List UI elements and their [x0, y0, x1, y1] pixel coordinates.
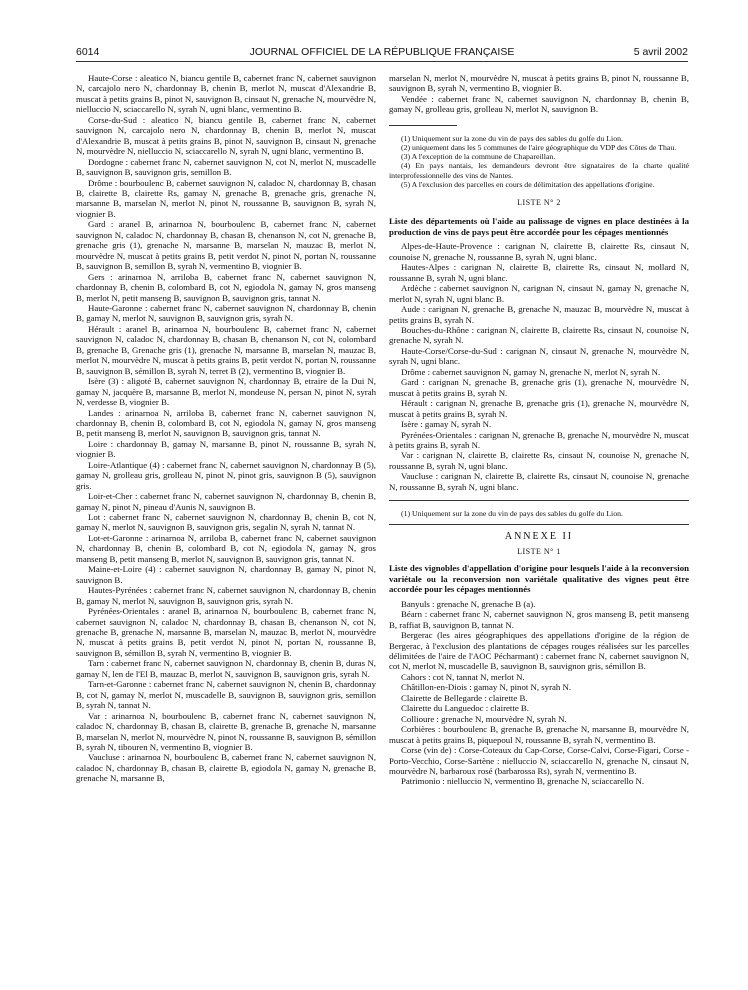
footnote: (1) Uniquement sur la zone du vin de pays des sables du golfe du Lion.	[401, 133, 623, 143]
appellation-entry: Corse (vin de) : Corse-Coteaux du Cap-Corse, Corse-Calvi, Corse-Figari, Corse - Porto-Vecchio, Corse-Sartène : nielluccio N, sciaccarello N, grenache N, cinsaut N, mourvèdre N, barbaroux rosé (barbarossa Rs), syrah N, vermentino B.	[389, 745, 689, 776]
department-entry: Vendée : cabernet franc N, cabernet sauvignon N, chardonnay B, chenin B, gamay N, grolleau gris, grolleau N, merlot N, sauvignon B.	[389, 93, 689, 115]
department-entry: Vaucluse : arinarnoa N, bourboulenc B, cabernet franc N, cabernet sauvignon N, caladoc N, chardonnay B, chasan B, clairette B, egiodola N, gamay N, grenache B, grenache N, marsanne B,	[76, 752, 376, 784]
journal-title: JOURNAL OFFICIEL DE LA RÉPUBLIQUE FRANÇAISE	[249, 46, 515, 58]
right-column	[389, 73, 689, 787]
appellation-entry: Patrimonio : nielluccio N, vermentino B, grenache N, sciaccarello N.	[401, 776, 645, 787]
department-entry: Lot-et-Garonne : arinarnoa N, arriloba B, cabernet franc N, cabernet sauvignon N, chardonnay B, chenin B, colombard B, cot N, egiodola N, gamay N, gros manseng B, petit manseng B, merlot N, sauvignon B, sauvignon gris, tannat N.	[76, 532, 376, 564]
department-entry: Landes : arinarnoa N, arriloba B, cabernet franc N, cabernet sauvignon N, chardonnay B, chenin B, colombard B, cot N, egiodola N, gamay N, gros manseng B, petit manseng B, merlot N, sauvignon B, sauvignon gris, tannat N.	[76, 407, 376, 439]
department-entry: Drôme : cabernet sauvignon N, gamay N, grenache N, merlot N, syrah N.	[401, 366, 661, 377]
department-entry: Gard : aranel B, arinarnoa N, bourboulenc B, cabernet franc N, cabernet sauvignon N, caladoc N, chardonnay B, chasan B, chenanson N, cot N, grenache B, grenache gris (1), grenache N, marsanne B, marselan N, mauzac B, merlot N, mourvèdre N, muscat à petits grains B, petit verdot N, pinot N, portan N, roussanne B, sauvignon B, semillon B, syrah N, vermentino B, viognier B.	[76, 219, 376, 272]
appellation-entry: Béarn : cabernet franc N, cabernet sauvignon N, gros manseng B, petit manseng B, raffiat B, sauvignon B, tannat N.	[389, 609, 689, 630]
department-entry: Corse-du-Sud : aleatico N, biancu gentile B, cabernet franc N, cabernet sauvignon N, carcajolo nero N, chardonnay B, chenin B, merlot N, muscat d'Alexandrie B, muscat à petits grains B, pinot N, sauvignon B, cinsaut N, grenache N, mourvèdre N, nielluccio N, sciaccarello N, syrah N, ugni blanc, vermentino B.	[76, 114, 376, 157]
department-entry: Alpes-de-Haute-Provence : carignan N, clairette B, clairette Rs, cinsaut N, counoise N, grenache N, roussanne B, syrah N, ugni blanc.	[389, 241, 689, 262]
department-entry: Vaucluse : carignan N, clairette B, clairette Rs, cinsaut N, counoise N, grenache N, roussanne B, syrah N, ugni blanc.	[389, 471, 689, 492]
left-column	[76, 73, 376, 784]
department-entry: Loir-et-Cher : cabernet franc N, cabernet sauvignon N, chardonnay B, chenin B, gamay N, pinot N, pineau d'Aunis N, sauvignon B.	[76, 491, 376, 512]
department-entry: Hautes-Pyrénées : cabernet franc N, cabernet sauvignon N, chardonnay B, chenin B, gamay N, merlot N, sauvignon B, sauvignon gris, syrah N.	[76, 585, 376, 606]
appellation-entry: Châtillon-en-Diois : gamay N, pinot N, syrah N.	[401, 682, 572, 693]
department-entry: Loire-Atlantique (4) : cabernet franc N, cabernet sauvignon N, chardonnay B (5), gamay N, grolleau gris, grolleau N, pinot N, pinot gris, sauvignon B (5), sauvignon gris.	[76, 459, 376, 491]
department-entry: Aude : carignan N, grenache B, grenache N, mauzac B, mourvèdre N, muscat à petits grains B, syrah N.	[389, 304, 689, 325]
footnote: (2) uniquement dans les 5 communes de l'aire géographique du VDP des Côtes de Thau.	[401, 143, 677, 153]
department-entry: Haute-Corse : aleatico N, biancu gentile B, cabernet franc N, cabernet sauvignon N, carcajolo nero N, chardonnay B, chenin B, merlot N, muscat d'Alexandrie B, muscat à petits grains B, pinot N, sauvignon B, cinsaut N, grenache N, mourvèdre N, nielluccio N, sciaccarello N, syrah N, ugni blanc, vermentino B.	[76, 73, 376, 115]
appellation-entry: Collioure : grenache N, mourvèdre N, syrah N.	[401, 713, 567, 724]
liste-1-label: LISTE N° 1	[517, 546, 561, 556]
department-entry: Pyrénées-Orientales : carignan N, grenache B, grenache N, mourvèdre N, muscat à petits grains B, syrah N.	[389, 429, 689, 450]
department-entry: Haute-Corse/Corse-du-Sud : carignan N, cinsaut N, grenache N, mourvèdre N, syrah N, ugni blanc.	[389, 345, 689, 367]
liste-1-heading: Liste des vignobles d'appellation d'origine pour lesquels l'aide à la reconversion variétale ou la reconversion non variétale qualitative des vignes peut être accordée pour les cépages mentionnés	[389, 563, 689, 595]
department-entry: Isère (3) : aligoté B, cabernet sauvignon N, chardonnay B, etraire de la Dui N, gamay N, jacquère B, marsanne B, merlot N, mondeuse N, persan N, pinot N, syrah N, verdesse B, viognier B.	[76, 376, 376, 408]
department-entry: Drôme : bourboulenc B, cabernet sauvignon N, caladoc N, chardonnay B, chasan B, clairette B, clairette Rs, gamay N, grenache B, grenache gris, grenache N, marsanne B, marselan N, merlot N, pinot N, roussanne B, sauvignon B, syrah N, viognier B.	[76, 177, 376, 219]
publication-date: 5 avril 2002	[633, 46, 688, 58]
department-entry: Gard : carignan N, grenache B, grenache gris (1), grenache N, mourvèdre N, muscat à petits grains B, syrah N.	[389, 377, 689, 398]
footnote-separator	[389, 125, 457, 126]
department-entry: Bouches-du-Rhône : carignan N, clairette B, clairette Rs, cinsaut N, counoise N, grenache N, syrah N.	[389, 325, 689, 346]
department-entry: Loire : chardonnay B, gamay N, marsanne B, pinot N, roussanne B, syrah N, viognier B.	[76, 438, 376, 460]
footnote: (1) Uniquement sur la zone du vin de pays des sables du golfe du Lion.	[401, 509, 623, 519]
appellation-entry: Cahors : cot N, tannat N, merlot N.	[401, 671, 525, 682]
appellation-entry: Banyuls : grenache N, grenache B (a).	[401, 598, 536, 609]
page-header	[76, 46, 688, 60]
department-entry: Lot : cabernet franc N, cabernet sauvignon N, chardonnay B, chenin B, cot N, gamay N, merlot N, sauvignon B, sauvignon gris, segalin N, syrah N, tannat N.	[76, 512, 376, 533]
section-separator	[389, 500, 689, 501]
continuation-entry: marselan N, merlot N, mourvèdre N, muscat à petits grains B, pinot N, roussanne B, sauvignon B, syrah N, vermentino B, viognier B.	[389, 73, 689, 94]
department-entry: Var : carignan N, clairette B, clairette Rs, cinsaut N, counoise N, grenache N, roussanne B, syrah N, ugni blanc.	[389, 450, 689, 471]
department-entry: Isère : gamay N, syrah N.	[401, 419, 492, 430]
liste-2-label: LISTE N° 2	[517, 198, 561, 208]
footnote: (3) A l'exception de la commune de Chapareillan.	[401, 152, 556, 162]
liste-2-heading: Liste des départements où l'aide au palissage de vignes en place destinées à la production de vins de pays peut être accordée pour les cépages mentionnés	[389, 216, 689, 237]
footnote: (4) En pays nantais, les demandeurs devront être signataires de la charte qualité interprofessionnelle des vins de Nantes.	[389, 161, 689, 180]
department-entry: Var : arinarnoa N, bourboulenc B, cabernet franc N, cabernet sauvignon N, caladoc N, chardonnay B, chasan B, clairette B, grenache B, grenache N, marsanne B, marselan N, merlot N, mourvèdre N, pinot N, roussanne B, sauvignon B, sémillon B, syrah N, tibouren N, vermentino B, viognier B.	[76, 710, 376, 752]
department-entry: Tarn-et-Garonne : cabernet franc N, cabernet sauvignon N, chenin B, chardonnay B, cot N, gamay N, merlot N, muscadelle B, sauvignon B, sauvignon gris, semillon B, syrah N, tannat N.	[76, 679, 376, 711]
appellation-entry: Corbières : bourboulenc B, grenache B, grenache N, marsanne B, mourvèdre N, muscat à petits grains B, piquepoul N, roussanne B, syrah N, vermentino B.	[389, 724, 689, 745]
section-separator	[389, 524, 689, 525]
department-entry: Gers : arinarnoa N, arriloba B, cabernet franc N, cabernet sauvignon N, chardonnay B, chenin B, colombard B, cot N, egiodola N, gamay N, gros manseng B, merlot N, petit manseng B, sauvignon B, sauvignon gris, tannat N.	[76, 271, 376, 303]
annexe-title: ANNEXE II	[504, 531, 574, 543]
department-entry: Hérault : aranel B, arinarnoa N, bourboulenc B, cabernet franc N, cabernet sauvignon N, caladoc N, chardonnay B, chasan B, chenanson N, cot N, colombard B, grenache B, Grenache gris (1), grenache N, marsanne B, marselan N, mauzac B, merlot N, mourvèdre N, muscat à petits grains B, petit verdot N, portan N, roussanne B, sauvignon B, sémillon B, syrah N, terret B (2), vermentino B, viognier B.	[76, 323, 376, 376]
department-entry: Maine-et-Loire (4) : cabernet sauvignon N, chardonnay B, gamay N, pinot N, sauvignon B.	[76, 564, 376, 585]
appellation-entry: Clairette du Languedoc : clairette B.	[401, 703, 529, 714]
department-entry: Tarn : cabernet franc N, cabernet sauvignon N, chardonnay B, chenin B, duras N, gamay N, len de l'El B, mauzac B, merlot N, sauvignon B, sauvignon gris, syrah N.	[76, 658, 376, 679]
department-entry: Pyrénées-Orientales : aranel B, arinarnoa N, bourboulenc B, cabernet franc N, cabernet sauvignon N, caladoc N, chardonnay B, chasan B, chenanson N, cot N, grenache B, grenache N, marsanne B, marselan N, mauzac B, merlot N, mourvèdre N, muscat à petits grains B, petit verdot N, pinot N, portan N, roussanne B, sauvignon B, sémillon B, syrah N, vermentino B, viognier B.	[76, 606, 376, 658]
appellation-entry: Bergerac (les aires géographiques des appellations d'origine de la région de Bergerac, à l'exclusion des plantations de cépages rouges réalisées sur les parcelles délimitées de l'aire de l'AOC Pécharmant) : cabernet franc N, cabernet sauvignon N, cot N, merlot N, muscadelle B, sauvignon B, sauvignon gris, sémillon B.	[389, 630, 689, 672]
department-entry: Dordogne : cabernet franc N, cabernet sauvignon N, cot N, merlot N, muscadelle B, sauvignon B, sauvignon gris, semillon B.	[76, 156, 376, 178]
department-entry: Haute-Garonne : cabernet franc N, cabernet sauvignon N, chardonnay B, chenin B, gamay N, merlot N, sauvignon B, sauvignon gris, syrah N.	[76, 302, 376, 324]
footnote: (5) A l'exclusion des parcelles en cours de délimitation des appellations d'origine.	[401, 179, 655, 189]
department-entry: Hautes-Alpes : carignan N, clairette B, clairette Rs, cinsaut N, mollard N, roussanne B, syrah N, ugni blanc.	[389, 262, 689, 283]
appellation-entry: Clairette de Bellegarde : clairette B.	[401, 692, 528, 703]
header-rule	[76, 61, 688, 62]
department-entry: Hérault : carignan N, grenache B, grenache gris (1), grenache N, mourvèdre N, muscat à petits grains B, syrah N.	[389, 398, 689, 419]
department-entry: Ardèche : cabernet sauvignon N, carignan N, cinsaut N, gamay N, grenache N, merlot N, syrah N, ugni blanc B.	[389, 283, 689, 304]
page-number: 6014	[76, 46, 100, 58]
